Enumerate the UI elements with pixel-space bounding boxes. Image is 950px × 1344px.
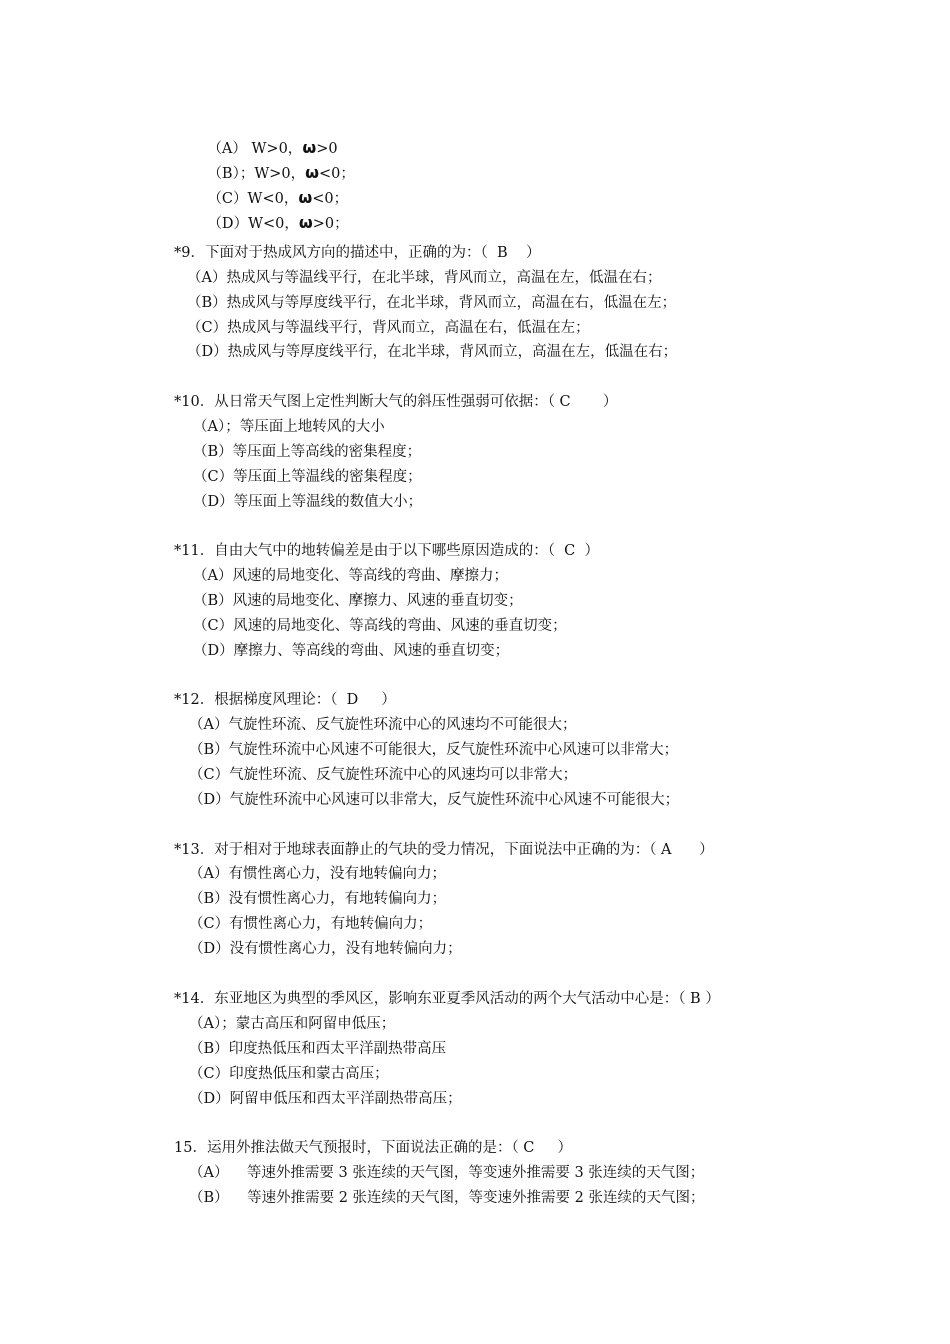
question-option: （B）没有惯性离心力，有地转偏向力； — [189, 891, 447, 907]
question-stem: *10．从日常天气图上定性判断大气的斜压性强弱可依据：（ C ） — [174, 394, 618, 410]
question-option: （A） 等速外推需要 3 张连续的天气图，等变速外推需要 3 张连续的天气图； — [189, 1165, 705, 1181]
question-option: （B）气旋性环流中心风速不可能很大，反气旋性环流中心风速可以非常大； — [189, 742, 679, 758]
option-text: W<0， — [248, 216, 299, 232]
option-text: ；W>0， — [239, 166, 306, 182]
question-option: （C）有惯性离心力，有地转偏向力； — [189, 916, 433, 932]
question-option: （D）等压面上等温线的数值大小； — [193, 494, 423, 510]
question-option: （C）热成风与等温线平行，背风而立，高温在右，低温在左； — [187, 320, 590, 336]
option-text: >0； — [312, 216, 349, 232]
option-label: （B） — [207, 166, 240, 182]
option-label: （D） — [207, 216, 249, 232]
omega-symbol: ω — [305, 163, 320, 182]
question-option: （B）热成风与等厚度线平行，在北半球，背风而立，高温在右，低温在左； — [187, 295, 677, 311]
q8-option-b — [189, 143, 355, 182]
question-stem: *13．对于相对于地球表面静止的气块的受力情况，下面说法中正确的为：（ A ） — [174, 842, 714, 858]
omega-symbol: ω — [298, 213, 313, 232]
option-text: >0 — [316, 141, 338, 157]
question-option: （B）等压面上等高线的密集程度； — [193, 444, 422, 460]
question-option: （A）；等压面上地转风的大小 — [193, 419, 385, 435]
question-option: （A）气旋性环流、反气旋性环流中心的风速均不可能很大； — [189, 717, 577, 733]
option-text: <0； — [319, 166, 355, 182]
question-stem: 15．运用外推法做天气预报时，下面说法正确的是：（ C ） — [174, 1140, 572, 1156]
option-label: （A） — [207, 141, 247, 157]
question-option: （B）风速的局地变化、摩擦力、风速的垂直切变； — [193, 593, 523, 609]
question-option: （C）等压面上等温线的密集程度； — [193, 469, 422, 485]
question-option: （B） 等速外推需要 2 张连续的天气图，等变速外推需要 2 张连续的天气图； — [189, 1190, 705, 1206]
option-text: W>0， — [246, 141, 303, 157]
q8-option-c — [189, 168, 349, 207]
q8-option-d — [189, 193, 349, 232]
omega-symbol: ω — [302, 138, 317, 157]
question-option: （C）印度热低压和蒙古高压； — [189, 1066, 389, 1082]
question-stem: *9．下面对于热成风方向的描述中，正确的为：（ B ） — [174, 245, 541, 261]
question-option: （D）阿留申低压和西太平洋副热带高压； — [189, 1091, 462, 1107]
question-option: （D）热成风与等厚度线平行，在北半球，背风而立，高温在左，低温在右； — [187, 344, 678, 360]
option-text: <0； — [312, 191, 349, 207]
question-stem: *11．自由大气中的地转偏差是由于以下哪些原因造成的：（ C ） — [174, 543, 599, 559]
question-option: （D）摩擦力、等高线的弯曲、风速的垂直切变； — [193, 643, 510, 659]
question-stem: *14．东亚地区为典型的季风区，影响东亚夏季风活动的两个大气活动中心是：（ B ） — [174, 991, 720, 1007]
question-option: （C）气旋性环流、反气旋性环流中心的风速均可以非常大； — [189, 767, 578, 783]
omega-symbol: ω — [298, 188, 313, 207]
question-option: （D）气旋性环流中心风速可以非常大，反气旋性环流中心风速不可能很大； — [189, 792, 680, 808]
question-option: （A）热成风与等温线平行，在北半球，背风而立，高温在左，低温在右； — [187, 270, 662, 286]
option-text: W<0， — [247, 191, 299, 207]
option-label: （C） — [207, 191, 248, 207]
q8-option-a — [189, 118, 338, 157]
question-option: （C）风速的局地变化、等高线的弯曲、风速的垂直切变； — [193, 618, 567, 634]
question-stem: *12．根据梯度风理论：（ D ） — [174, 692, 396, 708]
question-option: （D）没有惯性离心力，没有地转偏向力； — [189, 941, 462, 957]
question-option: （A）；蒙古高压和阿留申低压； — [189, 1016, 396, 1032]
question-option: （B）印度热低压和西太平洋副热带高压 — [189, 1041, 447, 1057]
question-option: （A）风速的局地变化、等高线的弯曲、摩擦力； — [193, 568, 508, 584]
question-option: （A）有惯性离心力，没有地转偏向力； — [189, 866, 446, 882]
